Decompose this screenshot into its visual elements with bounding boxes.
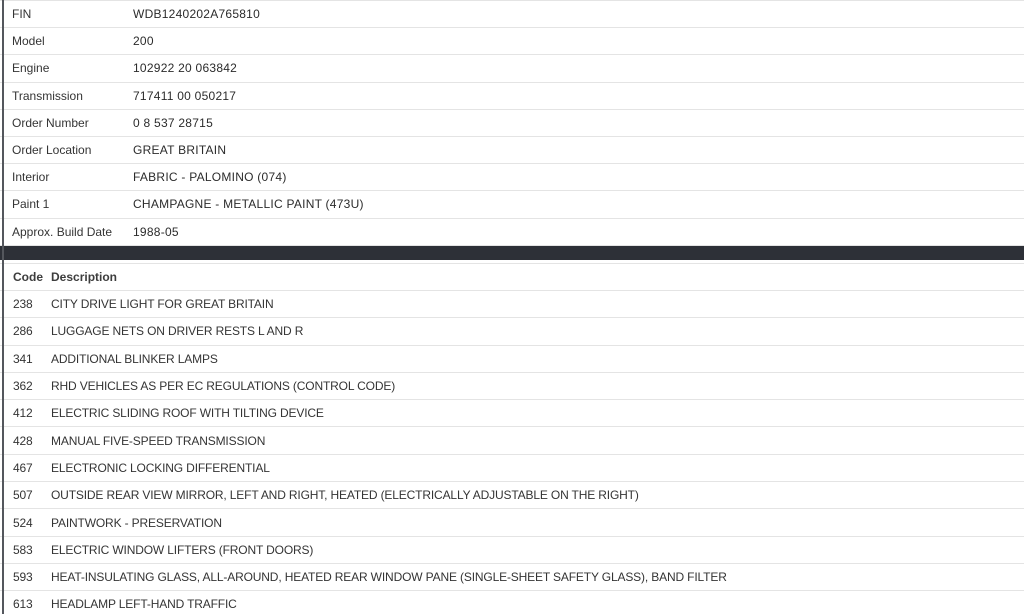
option-description: ELECTRIC SLIDING ROOF WITH TILTING DEVICE (51, 406, 324, 421)
option-description: HEAT-INSULATING GLASS, ALL-AROUND, HEATED REAR WINDOW PANE (SINGLE-SHEET SAFETY GLASS), BAND FILTER (51, 570, 727, 585)
info-label: Approx. Build Date (12, 224, 113, 239)
vehicle-info-row (0, 83, 1024, 110)
option-code: 467 (13, 460, 33, 475)
vehicle-info-row (0, 137, 1024, 164)
option-code-row (0, 427, 1024, 454)
vehicle-info-row (0, 219, 1024, 246)
option-code-row (0, 564, 1024, 591)
page-left-border (2, 0, 4, 614)
option-code: 428 (13, 433, 33, 448)
option-code-row (0, 400, 1024, 427)
option-description: ELECTRIC WINDOW LIFTERS (FRONT DOORS) (51, 542, 314, 557)
option-code-row (0, 455, 1024, 482)
info-value: 0 8 537 28715 (133, 115, 213, 130)
option-code: 593 (13, 570, 33, 585)
option-description: OUTSIDE REAR VIEW MIRROR, LEFT AND RIGHT, HEATED (ELECTRICALLY ADJUSTABLE ON THE RIGHT) (51, 488, 639, 503)
info-label: Transmission (12, 88, 83, 103)
option-code: 362 (13, 379, 33, 394)
option-code: 341 (13, 351, 33, 366)
info-label: Model (12, 34, 45, 49)
info-value: 1988-05 (133, 224, 179, 239)
info-label: Engine (12, 61, 50, 76)
code-column-header: Code (13, 269, 43, 284)
codes-table-body (0, 291, 1024, 614)
info-label: FIN (12, 7, 32, 22)
info-value: 717411 00 050217 (133, 88, 237, 103)
info-value: WDB1240202A765810 (133, 7, 261, 22)
option-code-row (0, 509, 1024, 536)
info-value: GREAT BRITAIN (133, 143, 227, 158)
vehicle-info-row (0, 28, 1024, 55)
vehicle-info-row (0, 191, 1024, 218)
option-code-row (0, 373, 1024, 400)
info-label: Paint 1 (12, 197, 50, 212)
info-value: 200 (133, 34, 154, 49)
vehicle-info-row (0, 164, 1024, 191)
option-codes-table (0, 263, 1024, 614)
option-code: 583 (13, 542, 33, 557)
option-code-row (0, 318, 1024, 345)
info-value: FABRIC - PALOMINO (074) (133, 170, 287, 185)
option-code-row (0, 591, 1024, 614)
option-description: MANUAL FIVE-SPEED TRANSMISSION (51, 433, 266, 448)
info-label: Order Location (12, 143, 92, 158)
option-code: 613 (13, 597, 33, 612)
option-code: 286 (13, 324, 33, 339)
section-divider-band (0, 246, 1024, 260)
option-description: ADDITIONAL BLINKER LAMPS (51, 351, 218, 366)
option-code-row (0, 537, 1024, 564)
option-description: PAINTWORK - PRESERVATION (51, 515, 222, 530)
info-value: 102922 20 063842 (133, 61, 238, 76)
vehicle-info-row (0, 1, 1024, 28)
option-code: 507 (13, 488, 33, 503)
option-description: CITY DRIVE LIGHT FOR GREAT BRITAIN (51, 297, 274, 312)
option-code: 412 (13, 406, 33, 421)
option-description: ELECTRONIC LOCKING DIFFERENTIAL (51, 460, 270, 475)
option-description: LUGGAGE NETS ON DRIVER RESTS L AND R (51, 324, 304, 339)
option-code-row (0, 346, 1024, 373)
option-description: HEADLAMP LEFT-HAND TRAFFIC (51, 597, 237, 612)
vehicle-info-row (0, 55, 1024, 82)
vehicle-info-row (0, 110, 1024, 137)
option-code-row (0, 482, 1024, 509)
codes-table-header-row (0, 264, 1024, 291)
vehicle-info-table (0, 0, 1024, 246)
info-value: CHAMPAGNE - METALLIC PAINT (473U) (133, 197, 364, 212)
info-label: Interior (12, 170, 50, 185)
option-code: 524 (13, 515, 33, 530)
option-code-row (0, 291, 1024, 318)
option-description: RHD VEHICLES AS PER EC REGULATIONS (CONTROL CODE) (51, 379, 396, 394)
description-column-header: Description (51, 269, 118, 284)
info-label: Order Number (12, 115, 89, 130)
option-code: 238 (13, 297, 33, 312)
